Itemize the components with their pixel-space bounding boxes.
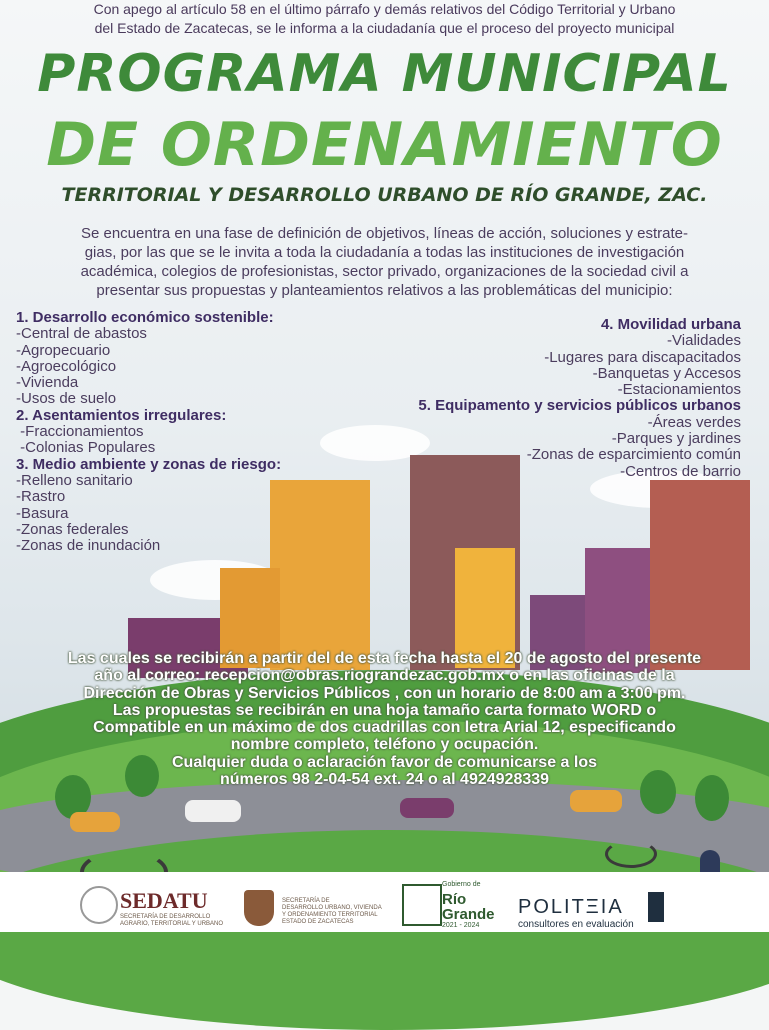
- topic-item: -Usos de suelo: [16, 390, 117, 408]
- intro-line: Con apego al artículo 58 en el último párrafo y demás relativos del Código Territorial y Urbano: [93, 1, 676, 17]
- secretaria-line: Y ORDENAMIENTO TERRITORIAL: [282, 912, 378, 918]
- paragraph-line: presentar sus propuestas y planteamientos relativos a las problemáticas del municipio:: [96, 282, 673, 299]
- zacatecas-shield-icon: [244, 890, 274, 926]
- topic-item: -Vialidades: [667, 332, 741, 350]
- secretaria-line: ESTADO DE ZACATECAS: [282, 919, 354, 925]
- topic-heading: 4. Movilidad urbana: [600, 316, 741, 333]
- topic-item: -Zonas federales: [16, 520, 129, 538]
- topic-item: -Estacionamientos: [617, 381, 741, 399]
- rio-label: Río: [442, 891, 467, 908]
- grande-label: Grande: [442, 906, 495, 923]
- topics-left: [16, 310, 281, 554]
- topic-heading: 5. Equipamento y servicios públicos urbanos: [418, 397, 741, 415]
- footer-logos: [0, 872, 769, 932]
- politeia-name: POLITΞIA: [518, 896, 624, 918]
- columns-icon: [648, 892, 664, 922]
- notice-line: Las propuestas se recibirán en una hoja tamaño carta formato WORD o: [112, 701, 657, 719]
- paragraph-line: Se encuentra en una fase de definición de objetivos, líneas de acción, soluciones y estrate-: [80, 225, 689, 242]
- secretaria-line: DESARROLLO URBANO, VIVIENDA: [282, 905, 382, 911]
- notice-line: Cualquier duda o aclaración favor de comunicarse a los: [171, 753, 598, 771]
- sedatu-logo: [120, 888, 223, 928]
- topic-item: -Áreas verdes: [647, 413, 741, 431]
- car-icon: [70, 812, 120, 832]
- notice-line: números 98 2-04-54 ext. 24 o al 4924928339: [219, 771, 550, 789]
- topic-item: -Zonas de esparcimiento común: [526, 446, 741, 464]
- rio-grande-logo: [442, 877, 495, 930]
- topic-item: -Zonas de inundación: [16, 537, 161, 555]
- secretaria-logo: [282, 898, 382, 926]
- notice-line: nombre completo, teléfono y ocupación.: [230, 736, 539, 754]
- topic-item: -Banquetas y Accesos: [592, 364, 741, 382]
- notice-text: [0, 650, 769, 788]
- topic-heading: 3. Medio ambiente y zonas de riesgo:: [16, 455, 282, 473]
- topic-item: -Basura: [16, 504, 69, 522]
- topic-item: -Rastro: [16, 488, 66, 506]
- intro-line: del Estado de Zacatecas, se le informa a la ciudadanía que el proceso del proyecto municipal: [94, 20, 675, 36]
- sedatu-sub: AGRARIO, TERRITORIAL Y URBANO: [120, 921, 224, 927]
- topic-item: -Parques y jardines: [611, 430, 741, 448]
- topic-item: -Vivienda: [16, 374, 79, 392]
- secretaria-line: SECRETARÍA DE: [282, 898, 330, 904]
- topic-item: -Central de abastos: [16, 325, 147, 343]
- title-line-2: DE ORDENAMIENTO: [46, 110, 723, 180]
- topic-item: -Lugares para discapacitados: [544, 348, 741, 366]
- topic-item: -Agroecológico: [16, 357, 117, 375]
- invitation-paragraph: [0, 224, 769, 300]
- sedatu-name: SEDATU: [120, 888, 208, 913]
- seal-mexico-icon: [80, 886, 118, 924]
- sedatu-sub: SECRETARÍA DE DESARROLLO: [120, 914, 211, 920]
- rio-grande-icon: [402, 884, 442, 926]
- paragraph-line: académica, colegios de profesionistas, sector privado, organizaciones de la sociedad civil a: [80, 263, 689, 280]
- topic-item: -Centros de barrio: [620, 462, 741, 480]
- notice-line: año al correo: recepcion@obras.riograndezac.gob.mx o en las oficinas de la: [94, 667, 675, 685]
- building-red-right: [650, 480, 750, 670]
- topic-heading: 2. Asentamientos irregulares:: [16, 406, 227, 424]
- politeia-sub: consultores en evaluación: [518, 919, 634, 930]
- subtitle: TERRITORIAL Y DESARROLLO URBANO DE RÍO GRANDE, ZAC.: [61, 184, 708, 206]
- years-label: 2021 - 2024: [442, 922, 480, 929]
- title-line-1: PROGRAMA MUNICIPAL: [37, 44, 732, 104]
- topic-heading: 1. Desarrollo económico sostenible:: [16, 309, 274, 326]
- car-icon: [400, 798, 454, 818]
- topic-item: -Agropecuario: [16, 341, 111, 359]
- politeia-logo: [518, 896, 634, 930]
- paragraph-line: gias, por las que se le invita a toda la ciudadanía a todas las instituciones de investigación: [84, 244, 685, 261]
- intro-text: [0, 0, 769, 38]
- topics-right: [418, 317, 741, 480]
- gobierno-label: Gobierno de: [442, 881, 481, 888]
- notice-line: Las cuales se recibirán a partir del de esta fecha hasta el 20 de agosto del presente: [67, 650, 702, 667]
- car-icon: [185, 800, 241, 822]
- notice-line: Dirección de Obras y Servicios Públicos , con un horario de 8:00 am a 3:00 pm.: [83, 684, 686, 702]
- topic-item: -Colonias Populares: [16, 439, 156, 457]
- car-icon: [570, 790, 622, 812]
- notice-line: Compatible en un máximo de dos cuadrillas con letra Arial 12, especificando: [93, 719, 676, 737]
- building-orange-tall: [270, 480, 370, 670]
- topic-item: -Relleno sanitario: [16, 471, 133, 489]
- cyclist-icon: [605, 840, 657, 868]
- topic-item: -Fraccionamientos: [16, 423, 144, 441]
